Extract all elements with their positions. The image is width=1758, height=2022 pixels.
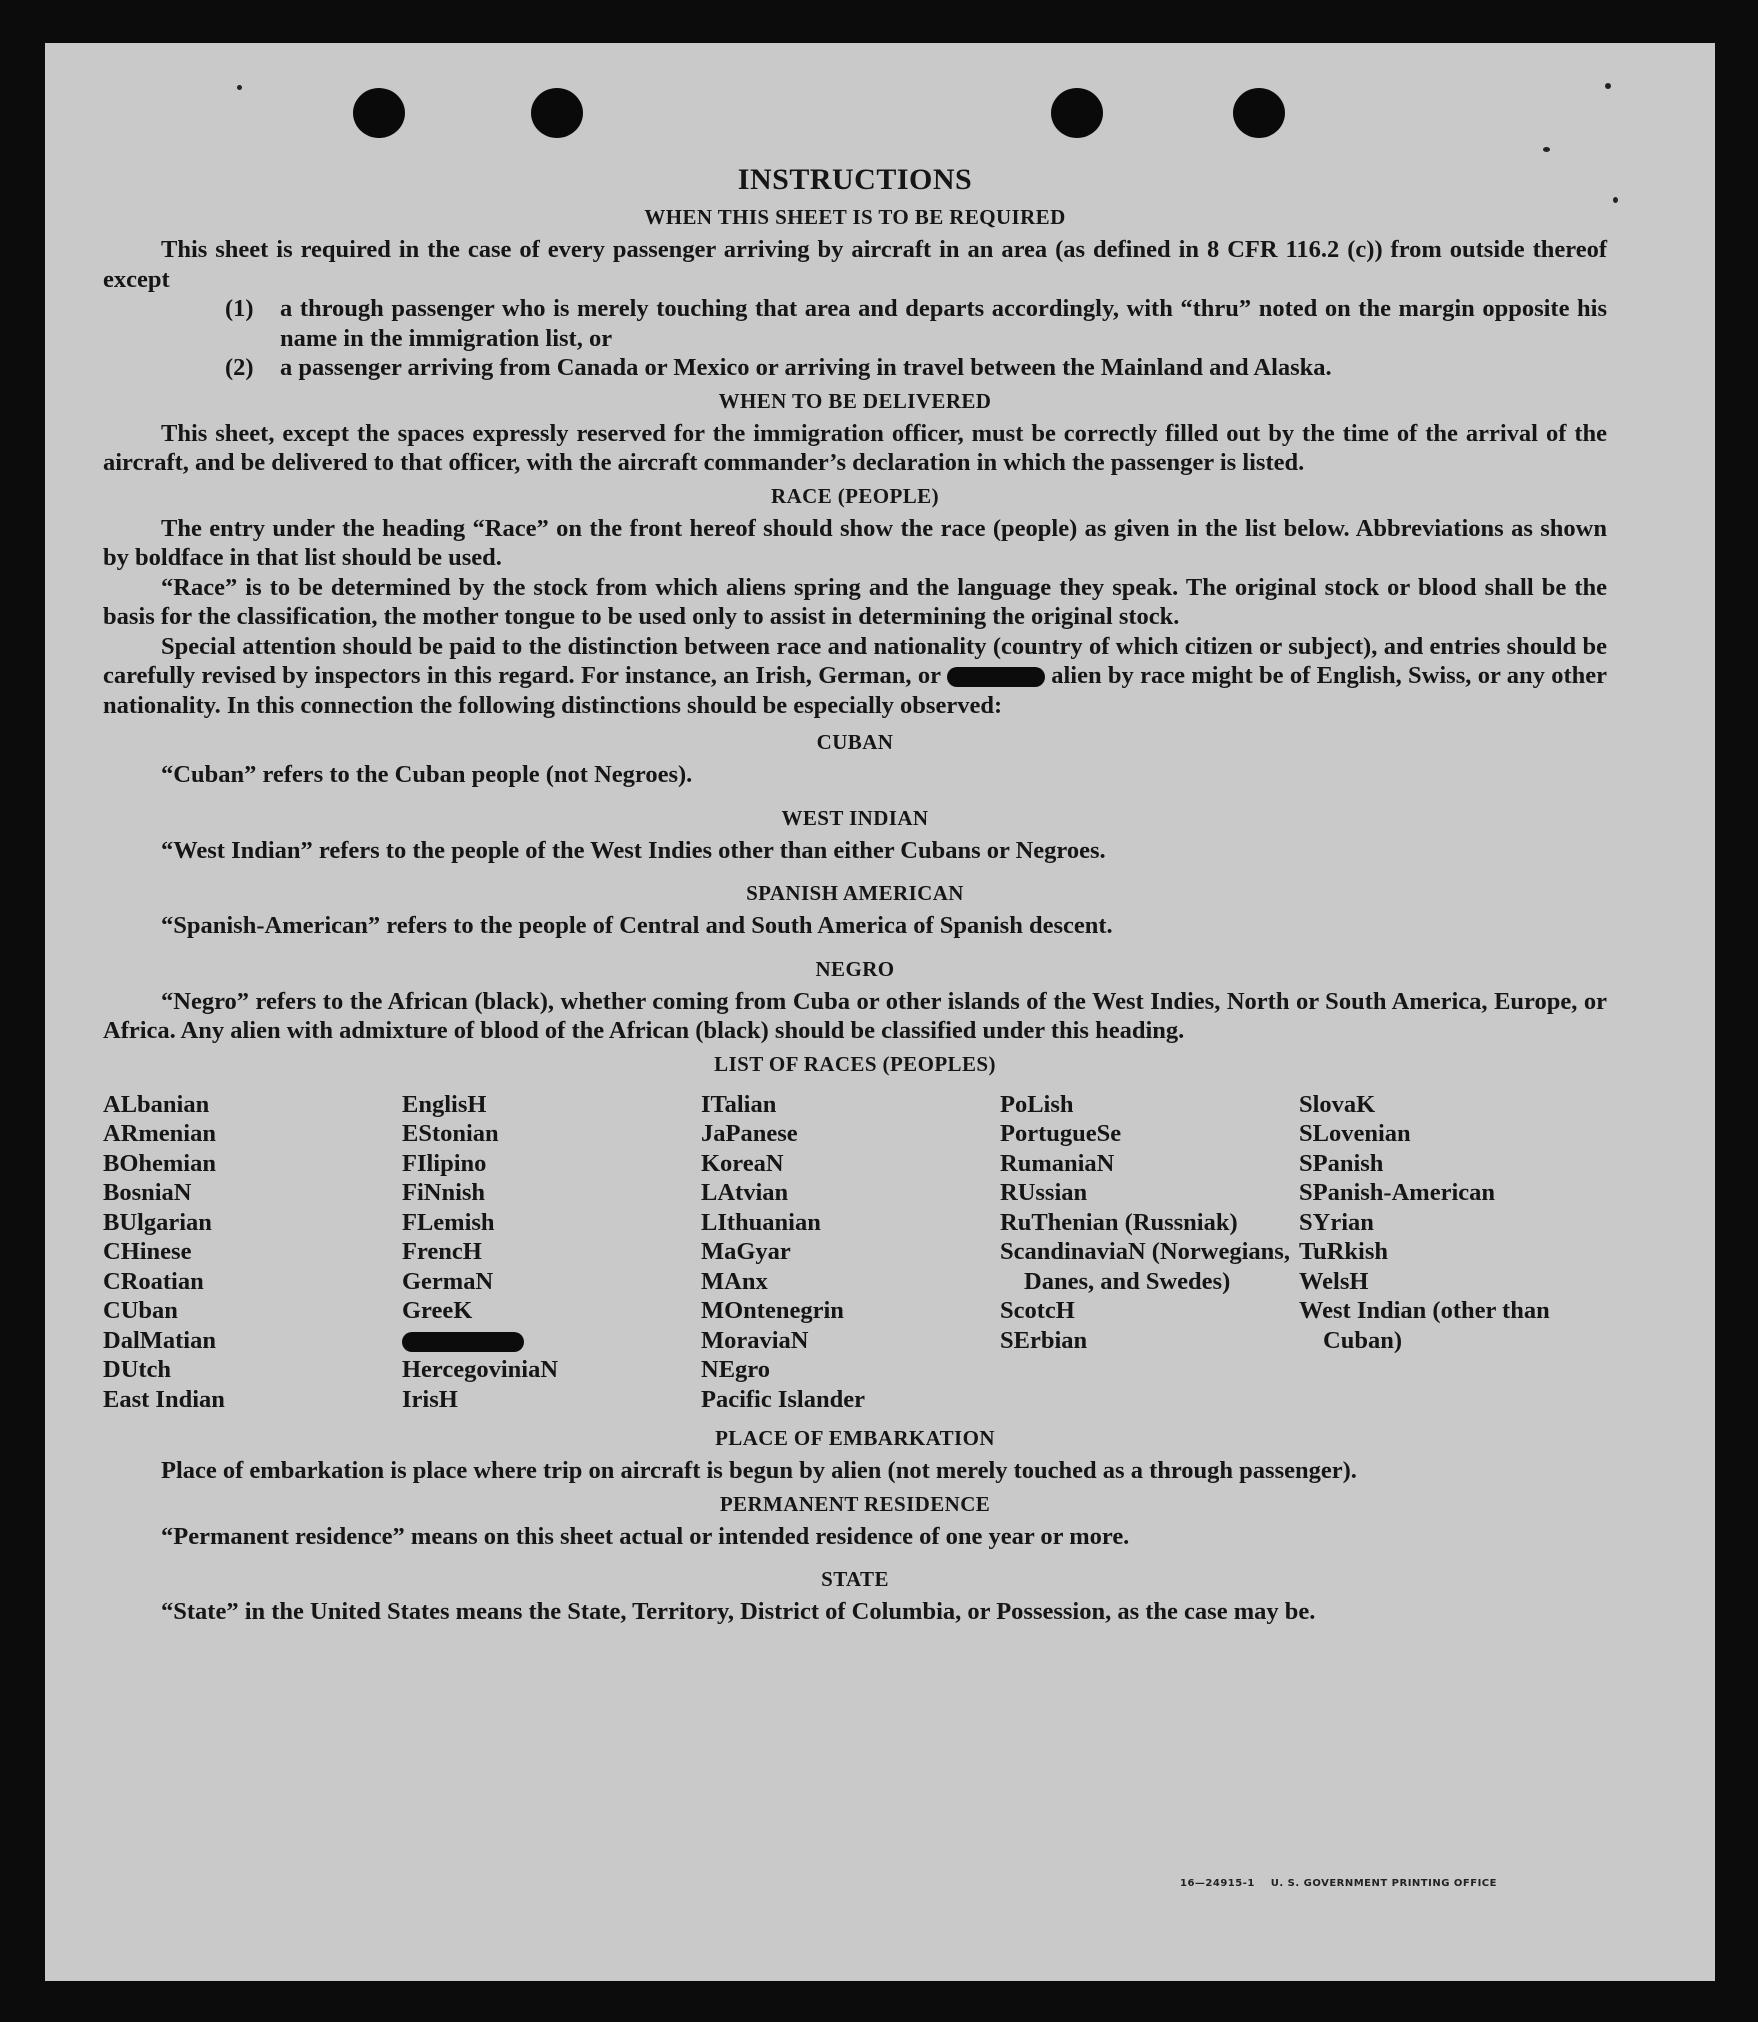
item-number: (1) <box>225 295 254 322</box>
section-heading: WEST INDIAN <box>781 805 929 830</box>
page-title: INSTRUCTIONS <box>737 163 973 196</box>
race-item: LAtvian <box>701 1179 789 1206</box>
race-item: SPanish <box>1299 1149 1384 1177</box>
race-column <box>1000 1090 1299 1415</box>
race-item: PoLish <box>1000 1090 1074 1118</box>
item-text: a passenger arriving from Canada or Mexico or arriving in travel between the Mainland and Alaska. <box>280 354 1332 381</box>
paragraph: “Spanish-American” refers to the people of Central and South America of Spanish descent. <box>161 912 1113 939</box>
paragraph: The entry under the heading “Race” on the front hereof should show the race (people) as given in the list below. Abbreviations as shown by boldface in that list should be used. <box>103 514 1607 571</box>
race-item: CUban <box>103 1297 178 1324</box>
race-item: SLovenian <box>1299 1120 1411 1147</box>
item-number: (2) <box>225 354 254 381</box>
punch-hole <box>353 88 405 138</box>
section-heading: RACE (PEOPLE) <box>771 483 939 508</box>
section-heading: PERMANENT RESIDENCE <box>719 1491 991 1516</box>
race-item: BosniaN <box>103 1179 192 1206</box>
race-item: GreeK <box>402 1297 473 1324</box>
race-item: EStonian <box>402 1120 499 1147</box>
race-column <box>701 1090 1000 1415</box>
section-heading: WHEN THIS SHEET IS TO BE REQUIRED <box>644 205 1066 229</box>
race-item: RumaniaN <box>1000 1149 1115 1177</box>
paragraph: Place of embarkation is place where trip on aircraft is begun by alien (not merely touched as a through passenger). <box>161 1457 1357 1484</box>
paragraph: “Permanent residence” means on this sheet actual or intended residence of one year or more. <box>161 1522 1130 1550</box>
race-item: GermaN <box>402 1267 494 1295</box>
paragraph: “West Indian” refers to the people of the West Indies other than either Cubans or Negroes. <box>161 836 1106 864</box>
race-item: FIlipino <box>402 1149 487 1177</box>
paragraph: “Race” is to be determined by the stock from which aliens spring and the language they speak. The original stock or blood shall be the basis for the classification, the mother tongue to be used only to assist in determining the original stock. <box>103 573 1607 630</box>
paragraph: “State” in the United States means the State, Territory, District of Columbia, or Possession, as the case may be. <box>161 1598 1316 1625</box>
section-heading: WHEN TO BE DELIVERED <box>718 388 992 413</box>
race-item-redacted <box>402 1326 701 1356</box>
section-heading: LIST OF RACES (PEOPLES) <box>714 1051 996 1076</box>
race-item: ITalian <box>701 1090 777 1118</box>
section-heading: STATE <box>821 1567 889 1591</box>
race-item: BOhemian <box>103 1149 216 1177</box>
paragraph <box>103 632 1607 721</box>
race-item: PortugueSe <box>1000 1120 1122 1147</box>
speck <box>1605 83 1611 89</box>
section-heading: PLACE OF EMBARKATION <box>715 1426 995 1450</box>
race-item: ARmenian <box>103 1120 216 1147</box>
race-item: West Indian (other than Cuban) <box>1299 1297 1550 1354</box>
paragraph: This sheet is required in the case of every passenger arriving by aircraft in an area (as defined in 8 CFR 116.2 (c)) from outside thereof except <box>103 236 1607 293</box>
race-item: KoreaN <box>701 1149 784 1177</box>
document-sheet <box>45 43 1715 1981</box>
form-number: 16—24915-1 <box>1180 1878 1255 1889</box>
race-item: EnglisH <box>402 1090 487 1118</box>
race-item: Pacific Islander <box>701 1385 865 1413</box>
instructions-body <box>103 161 1607 1627</box>
form-footer <box>1180 1878 1497 1889</box>
race-item: IrisH <box>402 1385 458 1413</box>
speck <box>237 85 242 90</box>
race-list <box>103 1090 1607 1415</box>
race-item: RUssian <box>1000 1179 1088 1206</box>
race-item: WelsH <box>1299 1267 1369 1295</box>
race-item: DUtch <box>103 1356 172 1383</box>
speck <box>1613 197 1618 203</box>
race-item: MaGyar <box>701 1238 791 1265</box>
race-column <box>402 1090 701 1415</box>
race-column <box>1299 1090 1598 1415</box>
race-item: SErbian <box>1000 1326 1088 1354</box>
paragraph: “Negro” refers to the African (black), whether coming from Cuba or other islands of the West Indies, North or South America, Europe, or Africa. Any alien with admixture of blood of the African (black) should be classified under this heading. <box>103 987 1607 1044</box>
paragraph: This sheet, except the spaces expressly reserved for the immigration officer, must be correctly filled out by the time of the arrival of the aircraft, and be delivered to that officer, with the aircraft commander’s declaration in which the passenger is listed. <box>103 419 1607 476</box>
race-item: ALbanian <box>103 1090 210 1118</box>
list-item <box>103 294 1607 353</box>
punch-hole <box>1051 88 1103 138</box>
section-heading: CUBAN <box>816 730 894 754</box>
text-span: alien by race might be of English, Swiss, or any other nationality. In this connection the following distinctions should be especially observed: <box>103 662 1608 719</box>
race-item: TuRkish <box>1299 1238 1389 1265</box>
race-item: FrencH <box>402 1238 482 1265</box>
item-text: a through passenger who is merely touching that area and departs accordingly, with “thru” noted on the margin opposite his name in the immigration list, or <box>280 295 1607 352</box>
race-item: CRoatian <box>103 1267 204 1295</box>
race-item: SYrian <box>1299 1208 1374 1236</box>
text-span: Special attention should be paid to the distinction between race and nationality (country of which citizen or subject), and entries should be carefully revised by inspectors in this regard. For instance, an Irish, German, or <box>103 632 1607 689</box>
printer-credit: U. S. GOVERNMENT PRINTING OFFICE <box>1270 1878 1497 1889</box>
race-item: NEgro <box>701 1356 770 1383</box>
redaction-mark <box>947 667 1045 687</box>
race-item: DalMatian <box>103 1326 216 1354</box>
redaction-mark <box>402 1332 524 1352</box>
section-heading: NEGRO <box>815 956 895 981</box>
race-item: SPanish-American <box>1299 1179 1495 1206</box>
race-item: FLemish <box>402 1208 495 1236</box>
race-item: JaPanese <box>701 1120 798 1147</box>
speck <box>1543 147 1550 152</box>
race-item: ScandinaviaN (Norwegians, Danes, and Swedes) <box>1000 1238 1290 1295</box>
race-item: East Indian <box>103 1385 225 1413</box>
list-item <box>103 353 1607 383</box>
race-item: CHinese <box>103 1238 192 1265</box>
race-column <box>103 1090 402 1415</box>
punch-hole <box>1233 88 1285 138</box>
race-item: MAnx <box>701 1267 768 1295</box>
race-item: RuThenian (Russniak) <box>1000 1208 1238 1236</box>
punch-hole <box>531 88 583 138</box>
race-item: HercegoviniaN <box>402 1356 559 1383</box>
section-heading: SPANISH AMERICAN <box>746 881 964 905</box>
race-item: SlovaK <box>1299 1090 1376 1118</box>
race-item: MoraviaN <box>701 1326 809 1354</box>
race-item: FiNnish <box>402 1179 486 1206</box>
race-item: MOntenegrin <box>701 1297 844 1324</box>
race-item: BUlgarian <box>103 1208 212 1236</box>
race-item: LIthuanian <box>701 1208 821 1236</box>
paragraph: “Cuban” refers to the Cuban people (not Negroes). <box>161 761 693 788</box>
race-item: ScotcH <box>1000 1297 1075 1324</box>
